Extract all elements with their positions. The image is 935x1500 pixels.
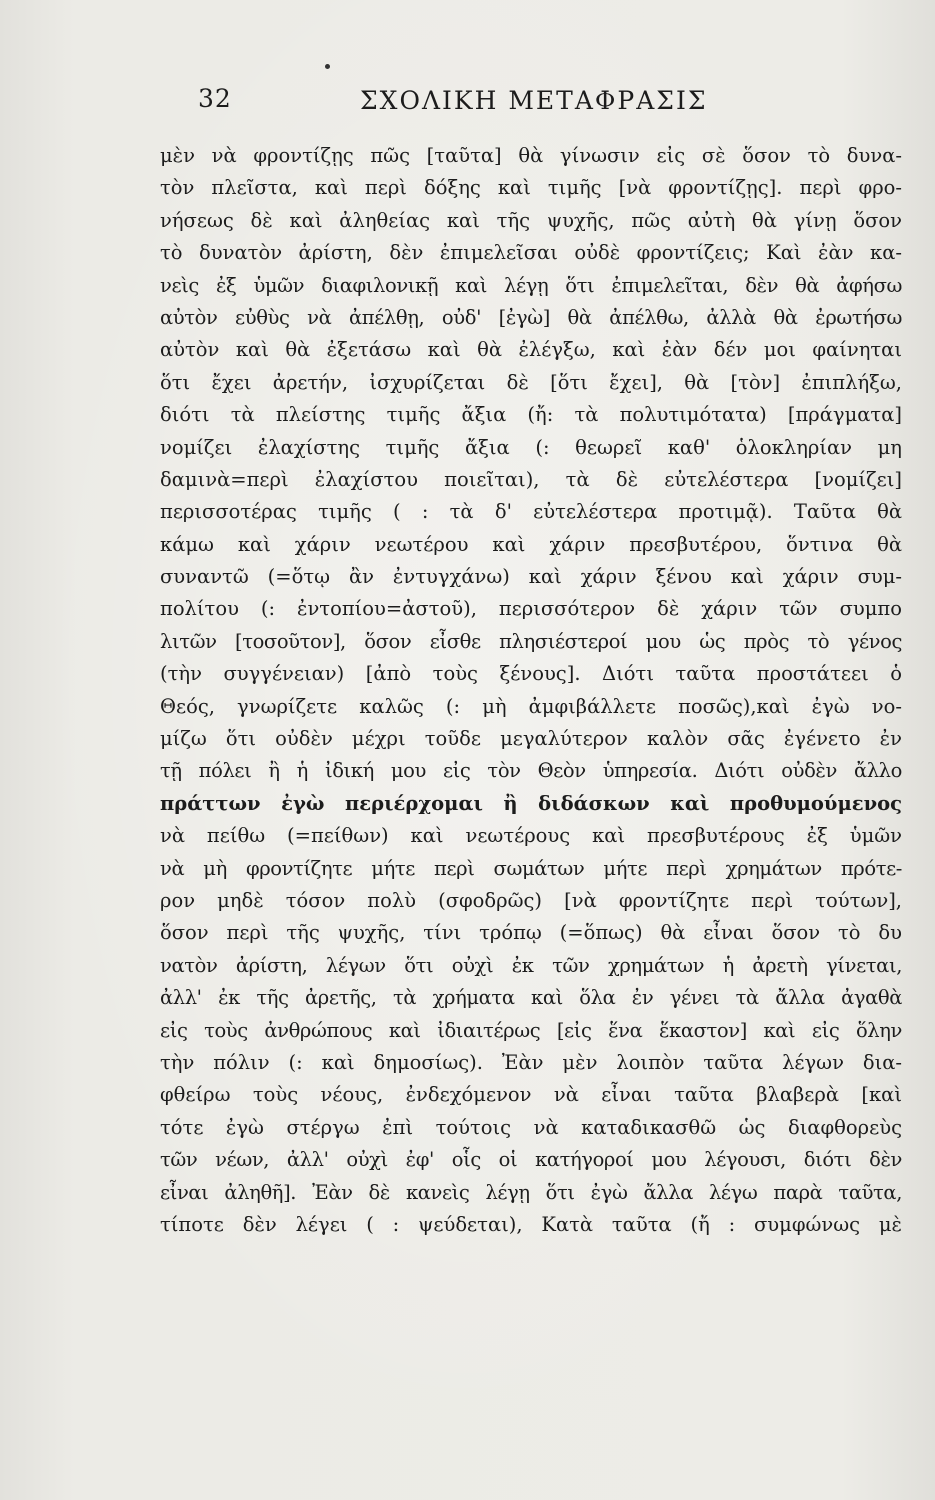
text-line: εἶναι ἀληθῆ]. Ἐὰν δὲ κανεὶς λέγῃ ὅτι ἐγὼ ἄλλα λέγω παρὰ ταῦτα, [160, 1180, 902, 1204]
text-line: τότε ἐγὼ στέργω ἐπὶ τούτοις νὰ καταδικασθῶ ὡς διαφθορεὺς [160, 1115, 902, 1139]
text-line: τῇ πόλει ἢ ἡ ἰδική μου εἰς τὸν Θεὸν ὑπηρεσία. Διότι οὐδὲν ἄλλο [160, 759, 902, 783]
text-line: συναντῶ (=ὅτῳ ἂν ἐντυγχάνω) καὶ χάριν ξένου καὶ χάριν συμ- [160, 565, 902, 589]
running-title: ΣΧΟΛΙΚΗ ΜΕΤΑΦΡΑΣΙΣ [360, 86, 708, 115]
text-line: δαμινὰ=περὶ ἐλαχίστου ποιεῖται), τὰ δὲ εὐτελέστερα [νομίζει] [160, 467, 902, 491]
page-number: 32 [198, 84, 232, 113]
text-line: κάμω καὶ χάριν νεωτέρου καὶ χάριν πρεσβυτέρου, ὅντινα θὰ [160, 532, 902, 556]
text-line: νὰ μὴ φροντίζητε μήτε περὶ σωμάτων μήτε περὶ χρημάτων πρότε- [160, 856, 902, 880]
text-line: νὰ πείθω (=πείθων) καὶ νεωτέρους καὶ πρεσβυτέρους ἐξ ὑμῶν [160, 824, 902, 848]
text-line: Θεός, γνωρίζετε καλῶς (: μὴ ἀμφιβάλλετε ποσῶς),καὶ ἐγὼ νο- [160, 694, 902, 718]
text-line: πολίτου (: ἐντοπίου=ἀστοῦ), περισσότερον δὲ χάριν τῶν συμπο [160, 597, 902, 621]
text-line: ἀλλ' ἐκ τῆς ἀρετῆς, τὰ χρήματα καὶ ὅλα ἐν γένει τὰ ἄλλα ἀγαθὰ [160, 986, 902, 1010]
text-line: αὐτὸν καὶ θὰ ἐξετάσω καὶ θὰ ἐλέγξω, καὶ ἐὰν δέν μοι φαίνηται [160, 338, 902, 362]
text-line: τίποτε δὲν λέγει ( : ψεύδεται), Κατὰ ταῦτα (ἤ : συμφώνως μὲ [160, 1212, 902, 1236]
text-line: πράττων ἐγὼ περιέρχομαι ἢ διδάσκων καὶ προθυμούμενος [160, 791, 902, 815]
text-line: νομίζει ἐλαχίστης τιμῆς ἄξια (: θεωρεῖ καθ' ὁλοκληρίαν μη [160, 435, 902, 459]
text-line: (τὴν συγγένειαν) [ἀπὸ τοὺς ξένους]. Διότι ταῦτα προστάτεει ὁ [160, 662, 902, 686]
text-line: λιτῶν [τοσοῦτον], ὅσον εἶσθε πλησιέστεροί μου ὡς πρὸς τὸ γένος [160, 629, 902, 653]
body-text [160, 140, 902, 1241]
text-line: τῶν νέων, ἀλλ' οὐχὶ ἐφ' οἷς οἱ κατήγοροί μου λέγουσι, διότι δὲν [160, 1148, 902, 1172]
text-line: νεὶς ἐξ ὑμῶν διαφιλονικῇ καὶ λέγῃ ὅτι ἐπιμελεῖται, δὲν θὰ ἀφήσω [160, 273, 902, 297]
text-line: ρον μηδὲ τόσον πολὺ (σφοδρῶς) [νὰ φροντίζητε περὶ τούτων], [160, 888, 902, 912]
text-line: μίζω ὅτι οὐδὲν μέχρι τοῦδε μεγαλύτερον καλὸν σᾶς ἐγένετο ἐν [160, 727, 902, 751]
text-line: αὐτὸν εὐθὺς νὰ ἀπέλθῃ, οὐδ' [ἐγὼ] θὰ ἀπέλθω, ἀλλὰ θὰ ἐρωτήσω [160, 305, 902, 329]
text-line: τὴν πόλιν (: καὶ δημοσίως). Ἐὰν μὲν λοιπὸν ταῦτα λέγων δια- [160, 1050, 902, 1074]
text-line: εἰς τοὺς ἀνθρώπους καὶ ἰδιαιτέρως [εἰς ἕνα ἕκαστον] καὶ εἰς ὅλην [160, 1018, 902, 1042]
text-line: διότι τὰ πλείστης τιμῆς ἄξια (ἤ: τὰ πολυτιμότατα) [πράγματα] [160, 403, 902, 427]
text-line: τὸν πλεῖστα, καὶ περὶ δόξης καὶ τιμῆς [νὰ φροντίζῃς]. περὶ φρο- [160, 176, 902, 200]
text-line: περισσοτέρας τιμῆς ( : τὰ δ' εὐτελέστερα προτιμᾷ). Ταῦτα θὰ [160, 500, 902, 524]
text-line: μὲν νὰ φροντίζῃς πῶς [ταῦτα] θὰ γίνωσιν εἰς σὲ ὅσον τὸ δυνα- [160, 144, 902, 167]
text-line: φθείρω τοὺς νέους, ἐνδεχόμενον νὰ εἶναι ταῦτα βλαβερὰ [καὶ [160, 1083, 902, 1107]
text-line: νατὸν ἀρίστη, λέγων ὅτι οὐχὶ ἐκ τῶν χρημάτων ἡ ἀρετὴ γίνεται, [160, 953, 902, 977]
ink-speck [325, 64, 330, 69]
text-line: ὅτι ἔχει ἀρετήν, ἰσχυρίζεται δὲ [ὅτι ἔχει], θὰ [τὸν] ἐπιπλήξω, [160, 370, 902, 394]
text-line: τὸ δυνατὸν ἀρίστη, δὲν ἐπιμελεῖσαι οὐδὲ φροντίζεις; Καὶ ἐὰν κα- [160, 241, 902, 265]
text-line: νήσεως δὲ καὶ ἀληθείας καὶ τῆς ψυχῆς, πῶς αὐτὴ θὰ γίνῃ ὅσον [160, 208, 902, 232]
text-line: ὅσον περὶ τῆς ψυχῆς, τίνι τρόπῳ (=ὅπως) θὰ εἶναι ὅσον τὸ δυ [160, 921, 902, 945]
page-header [0, 84, 935, 124]
